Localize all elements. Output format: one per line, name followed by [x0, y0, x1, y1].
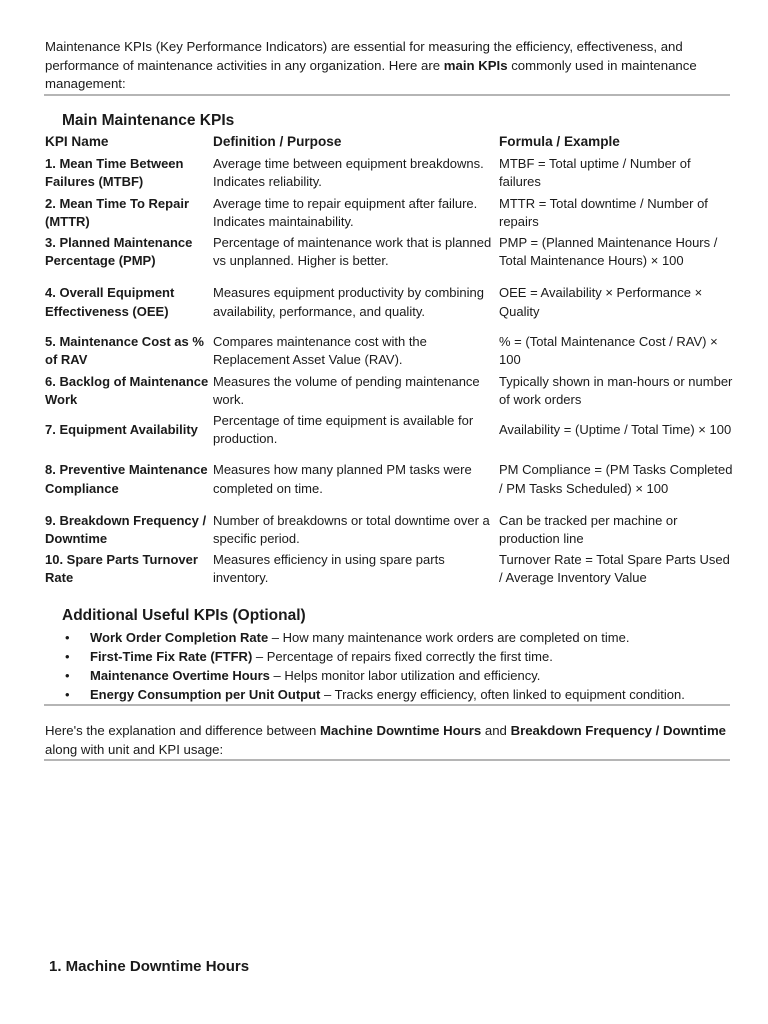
explanation-text-mid: and	[481, 723, 511, 738]
kpi-formula: Availability = (Uptime / Total Time) × 100	[499, 421, 732, 437]
intro-text: Maintenance KPIs (Key Performance Indicators) are essential for measuring the efficiency, effectiveness, and performance of maintenance activities in any organization. Here are	[45, 39, 683, 73]
section-heading: 1. Machine Downtime Hours	[49, 958, 250, 975]
kpi-formula: PMP = (Planned Maintenance Hours / Total Maintenance Hours) × 100	[499, 234, 718, 268]
kpi-formula: % = (Total Maintenance Cost / RAV) × 100	[499, 333, 718, 367]
explanation-paragraph	[45, 721, 735, 759]
table-row	[45, 233, 735, 271]
intro-paragraph	[45, 38, 735, 94]
kpi-name: 8. Preventive Maintenance Compliance	[45, 462, 208, 496]
kpi-formula: Turnover Rate = Total Spare Parts Used / Average Inventory Value	[499, 551, 730, 585]
list-item-text: – Percentage of repairs fixed correctly the first time.	[252, 649, 553, 664]
kpi-definition: Measures how many planned PM tasks were completed on time.	[213, 462, 472, 496]
table-row	[45, 372, 735, 410]
additional-kpis-list	[62, 628, 732, 704]
explanation-text: Here's the explanation and difference between	[45, 723, 321, 738]
table-header-definition: Definition / Purpose	[213, 134, 342, 149]
list-item-title: Work Order Completion Rate	[90, 630, 269, 645]
list-item	[62, 685, 732, 704]
kpi-name: 6. Backlog of Maintenance Work	[45, 373, 209, 407]
additional-kpis-heading: Additional Useful KPIs (Optional)	[62, 607, 306, 624]
kpi-definition: Measures the volume of pending maintenance work.	[213, 373, 480, 407]
table-row	[45, 154, 735, 192]
bullet-icon: •	[65, 630, 70, 645]
kpi-name: 5. Maintenance Cost as % of RAV	[45, 333, 204, 367]
kpi-definition: Measures equipment productivity by combining availability, performance, and quality.	[213, 285, 484, 319]
kpi-name: 3. Planned Maintenance Percentage (PMP)	[45, 234, 193, 268]
table-row	[45, 274, 735, 331]
main-kpis-heading: Main Maintenance KPIs	[62, 112, 235, 129]
table-header-formula: Formula / Example	[499, 134, 620, 149]
kpi-formula: Can be tracked per machine or production line	[499, 512, 678, 546]
list-item-text: – How many maintenance work orders are completed on time.	[268, 630, 630, 645]
kpi-name: 10. Spare Parts Turnover Rate	[45, 551, 198, 585]
table-row	[45, 511, 735, 549]
list-item-text: – Tracks energy efficiency, often linked to equipment condition.	[320, 687, 685, 702]
kpi-formula: MTBF = Total uptime / Number of failures	[499, 155, 691, 189]
table-header-kpi-name: KPI Name	[45, 134, 109, 149]
explanation-bold-1: Machine Downtime Hours	[320, 723, 482, 738]
table-row	[45, 411, 735, 449]
divider-2	[44, 704, 730, 706]
kpi-definition: Percentage of time equipment is available for production.	[213, 412, 474, 446]
bullet-icon: •	[65, 687, 70, 702]
table-row	[45, 194, 735, 232]
list-item-title: Maintenance Overtime Hours	[90, 668, 270, 683]
intro-text-end: commonly used in maintenance management:	[45, 57, 697, 91]
kpi-definition: Average time between equipment breakdowns. Indicates reliability.	[213, 155, 484, 189]
table-row	[45, 550, 735, 588]
kpi-definition: Number of breakdowns or total downtime over a specific period.	[213, 512, 490, 546]
divider-3	[44, 759, 730, 761]
list-item	[62, 628, 732, 647]
list-item-title: Energy Consumption per Unit Output	[90, 687, 321, 702]
explanation-bold-2: Breakdown Frequency / Downtime	[510, 723, 726, 738]
table-row	[45, 332, 735, 370]
bullet-icon: •	[65, 649, 70, 664]
kpi-name: 2. Mean Time To Repair (MTTR)	[45, 195, 190, 229]
list-item	[62, 666, 732, 685]
kpi-formula: Typically shown in man-hours or number of work orders	[499, 373, 733, 407]
kpi-definition: Percentage of maintenance work that is planned vs unplanned. Higher is better.	[213, 234, 492, 268]
kpi-name: 1. Mean Time Between Failures (MTBF)	[45, 155, 184, 189]
bullet-icon: •	[65, 668, 70, 683]
kpi-name: 7. Equipment Availability	[45, 421, 198, 437]
list-item-text: – Helps monitor labor utilization and efficiency.	[269, 668, 541, 683]
kpi-formula: PM Compliance = (PM Tasks Completed / PM Tasks Scheduled) × 100	[499, 462, 733, 496]
kpi-name: 4. Overall Equipment Effectiveness (OEE)	[45, 285, 175, 319]
kpi-definition: Compares maintenance cost with the Replacement Asset Value (RAV).	[213, 333, 427, 367]
kpi-definition: Average time to repair equipment after failure. Indicates maintainability.	[213, 195, 478, 229]
explanation-text-end: along with unit and KPI usage:	[45, 742, 224, 757]
list-item	[62, 647, 732, 666]
list-item-title: First-Time Fix Rate (FTFR)	[90, 649, 253, 664]
divider-1	[44, 94, 730, 96]
kpi-definition: Measures efficiency in using spare parts inventory.	[213, 551, 445, 585]
kpi-formula: OEE = Availability × Performance × Quality	[499, 285, 703, 319]
intro-bold: main KPIs	[443, 57, 508, 73]
table-row	[45, 451, 735, 508]
kpi-name: 9. Breakdown Frequency / Downtime	[45, 512, 207, 546]
kpi-formula: MTTR = Total downtime / Number of repairs	[499, 195, 708, 229]
